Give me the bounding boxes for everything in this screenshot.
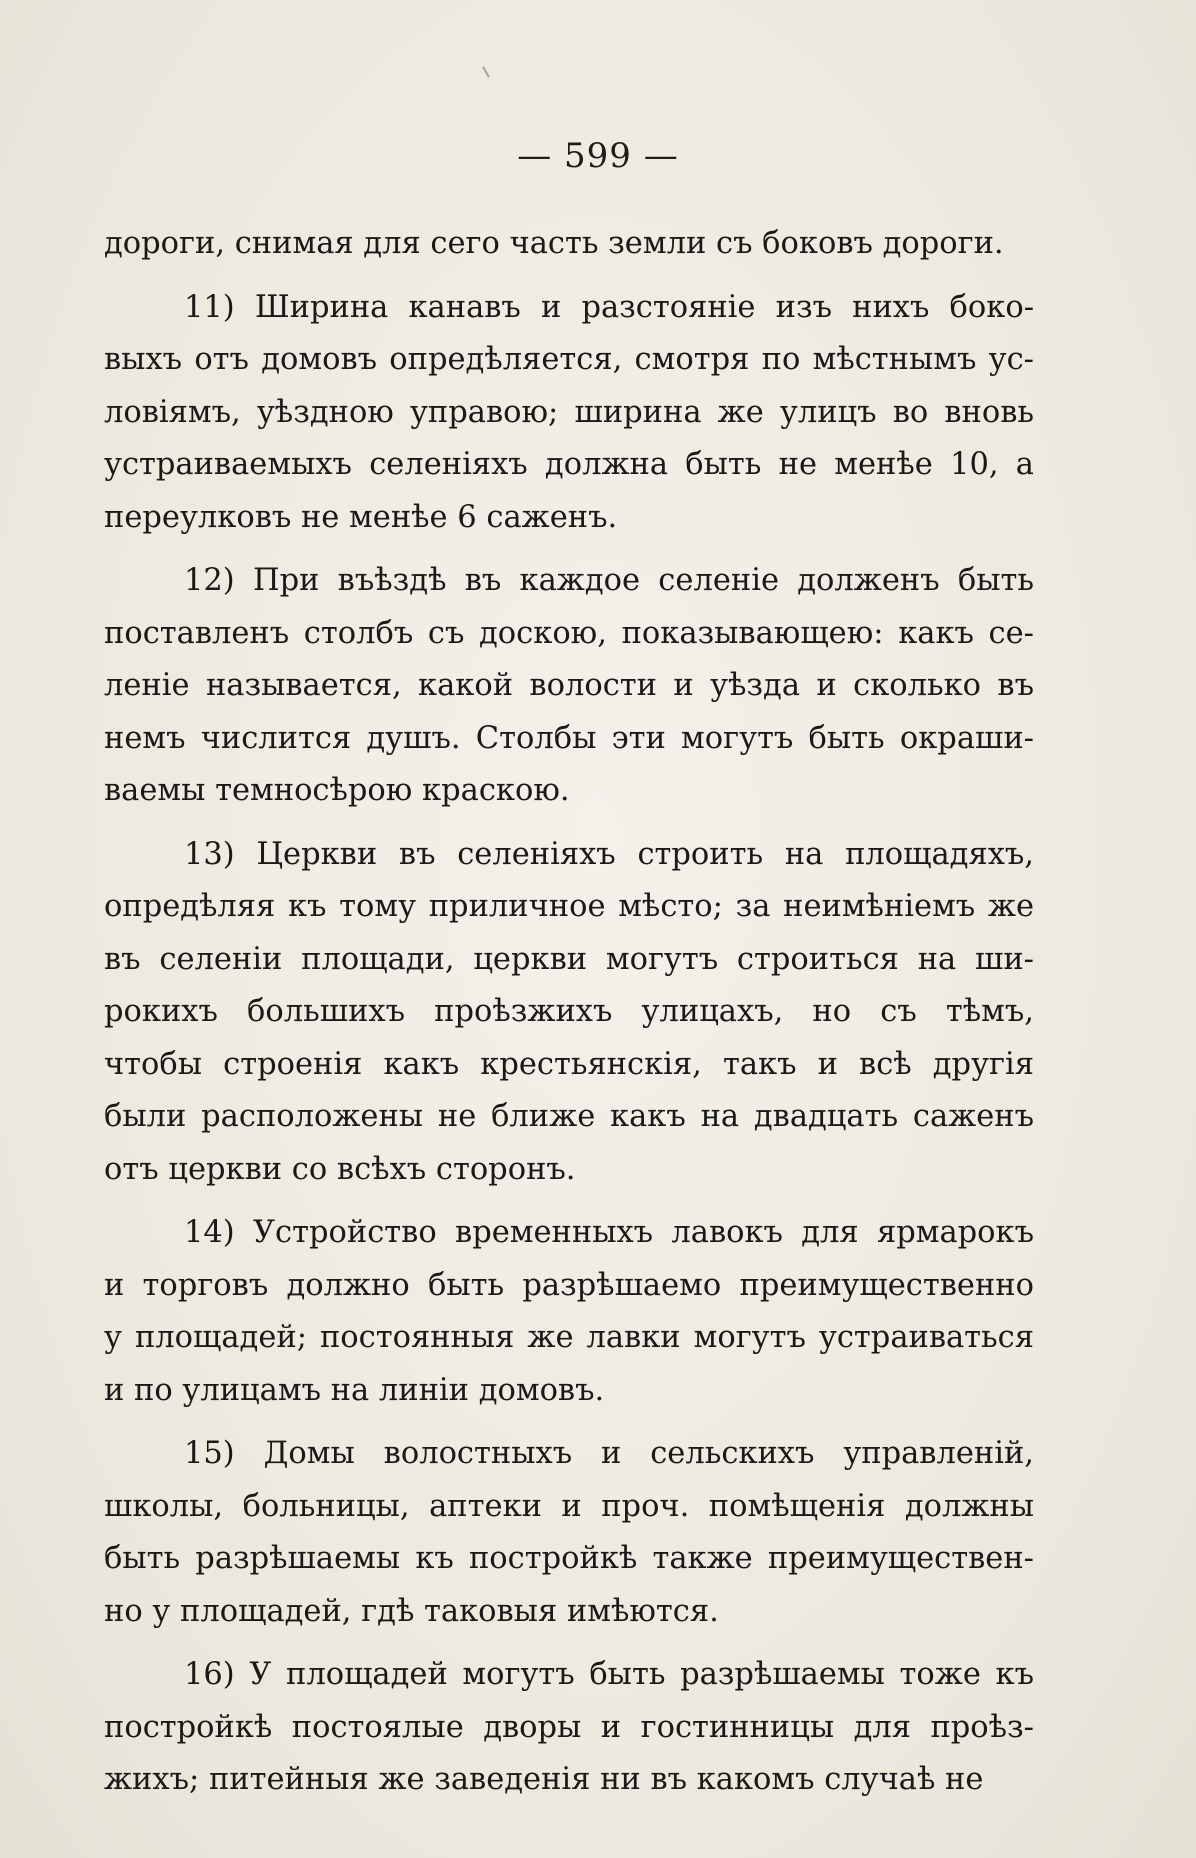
text-line: рокихъ большихъ проѣзжихъ улицахъ, но съ тѣмъ, <box>104 994 1034 1029</box>
text-line: опредѣляя къ тому приличное мѣсто; за неимѣніемъ же <box>104 889 1034 924</box>
text-line: у площадей; постоянныя же лавки могутъ устраиваться <box>104 1320 1034 1355</box>
text-line: леніе называется, какой волости и уѣзда и сколько въ <box>104 668 1034 703</box>
text-line: ваемы темносѣрою краскою. <box>104 773 570 808</box>
paragraph-p16 <box>104 1649 1034 1807</box>
text-line: ловіямъ, уѣздною управою; ширина же улицъ во вновь <box>104 394 1034 430</box>
paragraph-p14 <box>104 1207 1034 1417</box>
body-text <box>104 218 1034 1807</box>
paragraph-p15 <box>104 1428 1034 1638</box>
text-line: быть разрѣшаемы къ постройкѣ также преимуществен- <box>104 1541 1034 1576</box>
text-line: постройкѣ постоялые дворы и гостинницы для проѣз- <box>104 1709 1034 1745</box>
text-line: поставленъ столбъ съ доскою, показывающею: какъ се- <box>104 615 1034 651</box>
paragraph-gap <box>104 1638 1034 1649</box>
paragraph-p11 <box>104 282 1034 545</box>
text-line: но у площадей, гдѣ таковыя имѣются. <box>104 1593 719 1629</box>
paragraph-gap <box>104 1196 1034 1207</box>
text-line: отъ церкви со всѣхъ сторонъ. <box>104 1151 576 1187</box>
text-line: выхъ отъ домовъ опредѣляется, смотря по мѣстнымъ ус- <box>104 342 1034 377</box>
paragraph-p10_end <box>104 218 1034 271</box>
text-line: 13) Церкви въ селеніяхъ строить на площадяхъ, <box>184 836 1034 872</box>
text-line: 11) Ширина канавъ и разстояніе изъ нихъ боко- <box>184 289 1034 325</box>
paragraph-gap <box>104 544 1034 555</box>
text-line: школы, больницы, аптеки и проч. помѣщенія должны <box>104 1488 1034 1524</box>
text-line: въ селеніи площади, церкви могутъ строиться на ши- <box>104 941 1034 977</box>
paragraph-gap <box>104 818 1034 829</box>
text-line: и по улицамъ на линіи домовъ. <box>104 1372 605 1408</box>
text-line: и торговъ должно быть разрѣшаемо преимущественно <box>104 1267 1034 1303</box>
text-line: переулковъ не менѣе 6 саженъ. <box>104 499 618 535</box>
ink-mark <box>482 66 490 77</box>
text-line: жихъ; питейныя же заведенія ни въ какомъ случаѣ не <box>104 1762 984 1797</box>
text-line: были расположены не ближе какъ на двадцать саженъ <box>104 1099 1034 1134</box>
text-line: 12) При въѣздѣ въ каждое селеніе долженъ быть <box>184 563 1034 598</box>
text-line: дороги, снимая для сего часть земли съ боковъ дороги. <box>104 226 1004 261</box>
text-line: 15) Домы волостныхъ и сельскихъ управленій, <box>184 1436 1034 1471</box>
paragraph-p13 <box>104 829 1034 1197</box>
page-number: — 599 — <box>517 136 679 176</box>
text-line: немъ числится душъ. Столбы эти могутъ быть окраши- <box>104 720 1034 756</box>
text-line: 16) У площадей могутъ быть разрѣшаемы тоже къ <box>184 1657 1034 1692</box>
paragraph-gap <box>104 1417 1034 1428</box>
paragraph-gap <box>104 271 1034 282</box>
text-line: устраиваемыхъ селеніяхъ должна быть не менѣе 10, а <box>104 447 1034 482</box>
paragraph-p12 <box>104 555 1034 818</box>
text-line: чтобы строенія какъ крестьянскія, такъ и всѣ другія <box>104 1046 1034 1082</box>
text-line: 14) Устройство временныхъ лавокъ для ярмарокъ <box>184 1215 1034 1250</box>
